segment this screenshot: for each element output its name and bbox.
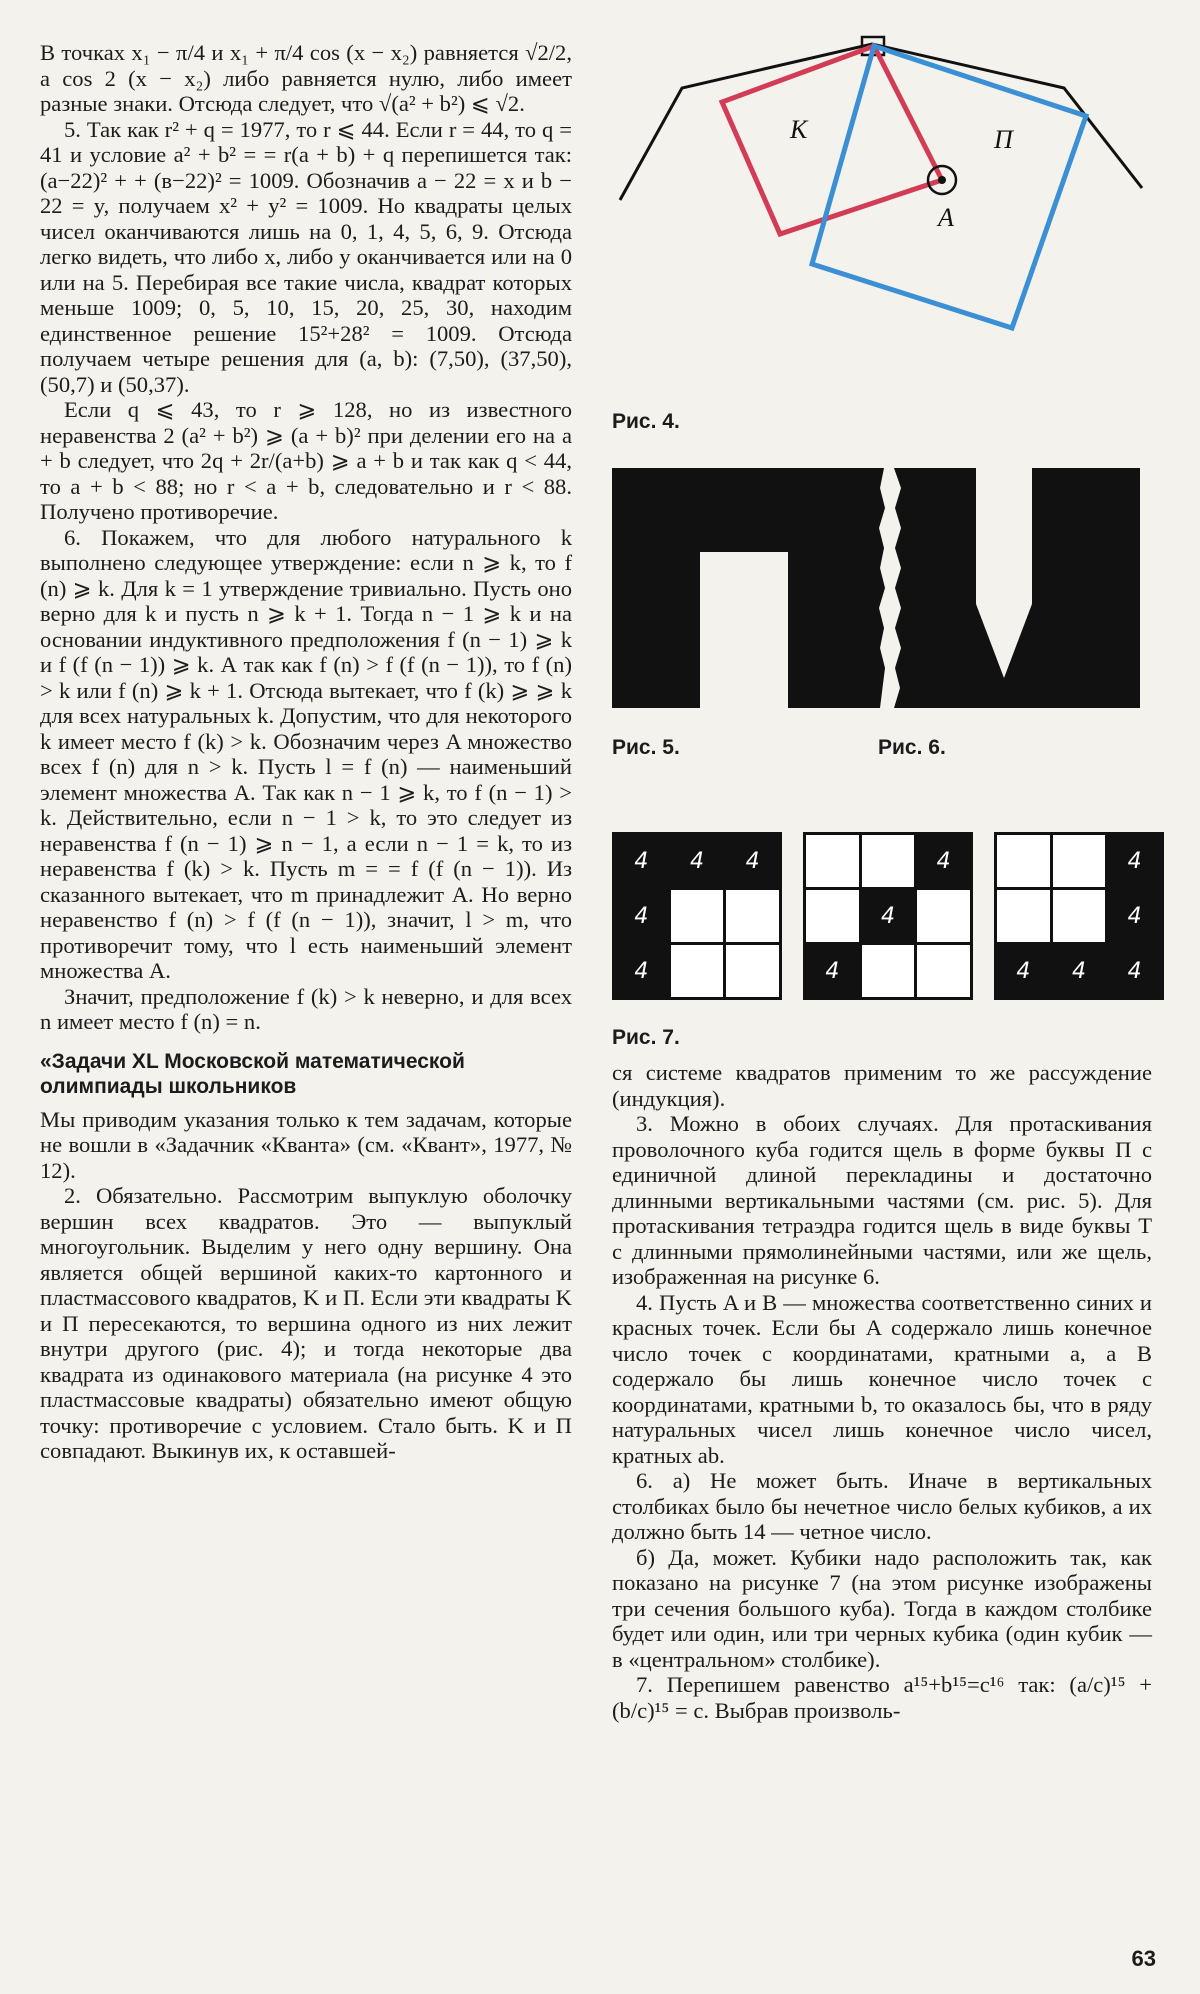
- point-a: [938, 176, 946, 184]
- white-cube-cell: [1053, 835, 1106, 887]
- white-cube-cell: [862, 835, 915, 887]
- paragraph: 4. Пусть A и B — множества соответственно синих и красных точек. Если бы A содержало лишь конечное число точек с координатами, кратными a, а B содержало бы лишь конечное число точек с координатами, кратными b, то оказалось бы, что в ряду натуральных чисел лишь конечное число чисел, кратных ab.: [612, 1289, 1152, 1468]
- white-cube-cell: [806, 890, 859, 942]
- black-cube-cell: 4: [615, 890, 668, 942]
- black-cube-cell: 4: [1108, 835, 1161, 887]
- paragraph: Если q ⩽ 43, то r ⩾ 128, но из известного неравенства 2 (a² + b²) ⩾ (a + b)² при делении его на a + b следует, что 2q + 2r/(a+b) ⩾ a + b и так как q < 44, то a + b < 88; но r < a + b, следовательно и r < 88. Получено противоречие.: [40, 397, 572, 524]
- black-cube-cell: 4: [997, 945, 1050, 997]
- white-cube-cell: [997, 835, 1050, 887]
- cube-section-1: [612, 832, 782, 1000]
- paragraph: 2. Обязательно. Рассмотрим выпуклую оболочку вершин всех квадратов. Это — выпуклый многоугольник. Выделим у него одну вершину. Она является общей вершиной каких-то картонного и пластмассового квадратов, K и П. Если эти квадраты K и П пересекаются, то вершина одного из них лежит внутри другого (рис. 4); и тогда некоторые два квадрата из одинакового материала (на рисунке 4 это пластмассовые квадраты) обязательно имеют общую точку: противоречие с условием. Стало быть. K и П совпадают. Выкинув их, к оставшей-: [40, 1183, 572, 1463]
- black-cube-cell: 4: [726, 835, 779, 887]
- square-k: [722, 46, 942, 234]
- paragraph: 6. Покажем, что для любого натурального k выполнено следующее утверждение: если n ⩾ k, то f (n) ⩾ k. Для k = 1 утверждение тривиально. Пусть оно верно для k и пусть n ⩾ k + 1. Тогда n − 1 ⩾ k и на основании индуктивного предположения f (n − 1) ⩾ k и f (f (n − 1)) ⩾ k. А так как f (n) > f (f (n − 1)), то f (n) > k или f (n) ⩾ k + 1. Отсюда вытекает, что f (k) ⩾ ⩾ k для всех натуральных k. Допустим, что для некоторого k имеет место f (k) > k. Обозначим через A множество всех f (n) для n > k. Пусть l = f (n) — наименьший элемент множества A. Так как n − 1 ⩾ k, то f (n − 1) > k. Действительно, если n − 1 > k, то это следует из неравенства f (n − 1) ⩾ n − 1, а если n − 1 = k, то из неравенства f (k) > k. Пусть m = = f (f (n − 1)). Из сказанного вытекает, что m принадлежит A. Но верно неравенство f (n) > f (f (n − 1)), значит, l > m, что противоречит тому, что l есть наименьший элемент множества A.: [40, 524, 572, 983]
- white-cube-cell: [726, 945, 779, 997]
- label-a: А: [938, 203, 954, 232]
- fig5-caption: Рис. 5.: [612, 736, 680, 759]
- paragraph: Значит, предположение f (k) > k неверно, и для всех n имеет место f (n) = n.: [40, 983, 572, 1034]
- black-cube-cell: 4: [615, 835, 668, 887]
- left-column: [40, 40, 572, 1464]
- slot-shape-5: [612, 468, 885, 708]
- white-cube-cell: [1053, 890, 1106, 942]
- black-cube-cell: 4: [1108, 890, 1161, 942]
- fig4-caption: Рис. 4.: [612, 410, 680, 433]
- label-k: К: [790, 115, 808, 144]
- fig6-caption: Рис. 6.: [878, 736, 946, 759]
- figure-4: [612, 30, 1172, 400]
- paragraph: 3. Можно в обоих случаях. Для протаскивания проволочного куба годится щель в форме буквы П с единичной длиной перекладины и достаточно длинными вертикальными частями (см. рис. 5). Для протаскивания тетраэдра годится щель в виде буквы Т с длинными прямолинейными частями, или же щель, изображенная на рисунке 6.: [612, 1111, 1152, 1289]
- right-column: [612, 1060, 1152, 1723]
- cube-section-3: [994, 832, 1164, 1000]
- paragraph: б) Да, может. Кубики надо расположить так, как показано на рисунке 7 (на этом рисунке изображены три сечения большого куба). Тогда в каждом столбике будет или один, или три черных кубика (один кубик — в «центральном» столбике).: [612, 1544, 1152, 1672]
- black-cube-cell: 4: [806, 945, 859, 997]
- white-cube-cell: [862, 945, 915, 997]
- figure-5-6: [612, 468, 1172, 708]
- square-p: [812, 46, 1086, 328]
- cube-section-2: [803, 832, 973, 1000]
- label-p: П: [994, 125, 1013, 154]
- white-cube-cell: [671, 945, 724, 997]
- white-cube-cell: [997, 890, 1050, 942]
- paragraph: Мы приводим указания только к тем задачам, которые не вошли в «Задачник «Кванта» (см. «Квант», 1977, № 12).: [40, 1106, 572, 1183]
- black-cube-cell: 4: [917, 835, 970, 887]
- white-cube-cell: [671, 890, 724, 942]
- black-cube-cell: 4: [862, 890, 915, 942]
- white-cube-cell: [726, 890, 779, 942]
- paragraph: 5. Так как r² + q = 1977, то r ⩽ 44. Если r = 44, то q = 41 и условие a² + b² = = r(a + b) + q перепишется так: (a−22)² + + (в−22)² = 1009. Обозначив a − 22 = x и b − 22 = y, получаем x² + y² = 1009. Но квадраты целых чисел оканчиваются лишь на 0, 1, 4, 5, 6, 9. Отсюда легко видеть, что либо x, либо y оканчивается или на 0 или на 5. Перебирая все такие числа, квадрат которых меньше 1009; 0, 5, 10, 15, 20, 25, 30, находим единственное решение 15²+28² = 1009. Отсюда получаем четыре решения для (a, b): (7,50), (37,50), (50,7) и (50,37).: [40, 116, 572, 397]
- fig7-caption: Рис. 7.: [612, 1026, 680, 1049]
- white-cube-cell: [917, 890, 970, 942]
- paragraph: 7. Перепишем равенство a¹⁵+b¹⁵=c¹⁶ так: (a/c)¹⁵ + (b/c)¹⁵ = c. Выбрав произволь-: [612, 1672, 1152, 1723]
- black-cube-cell: 4: [1108, 945, 1161, 997]
- paragraph: 6. а) Не может быть. Иначе в вертикальных столбиках было бы нечетное число белых кубиков, а их должно быть 14 — четное число.: [612, 1468, 1152, 1544]
- white-cube-cell: [806, 835, 859, 887]
- paragraph: В точках x₁ − π/4 и x₁ + π/4 cos (x − x₂) равняется √2/2, а cos 2 (x − x₂) либо равняется нулю, либо имеет разные знаки. Отсюда следует, что √(a² + b²) ⩽ √2.: [40, 40, 572, 116]
- white-cube-cell: [917, 945, 970, 997]
- paragraph: ся системе квадратов применим то же рассуждение (индукция).: [612, 1060, 1152, 1111]
- black-cube-cell: 4: [671, 835, 724, 887]
- section-title: «Задачи XL Московской математической олимпиады школьников: [40, 1049, 465, 1098]
- black-cube-cell: 4: [615, 945, 668, 997]
- black-cube-cell: 4: [1053, 945, 1106, 997]
- page-number: 63: [1131, 1946, 1156, 1971]
